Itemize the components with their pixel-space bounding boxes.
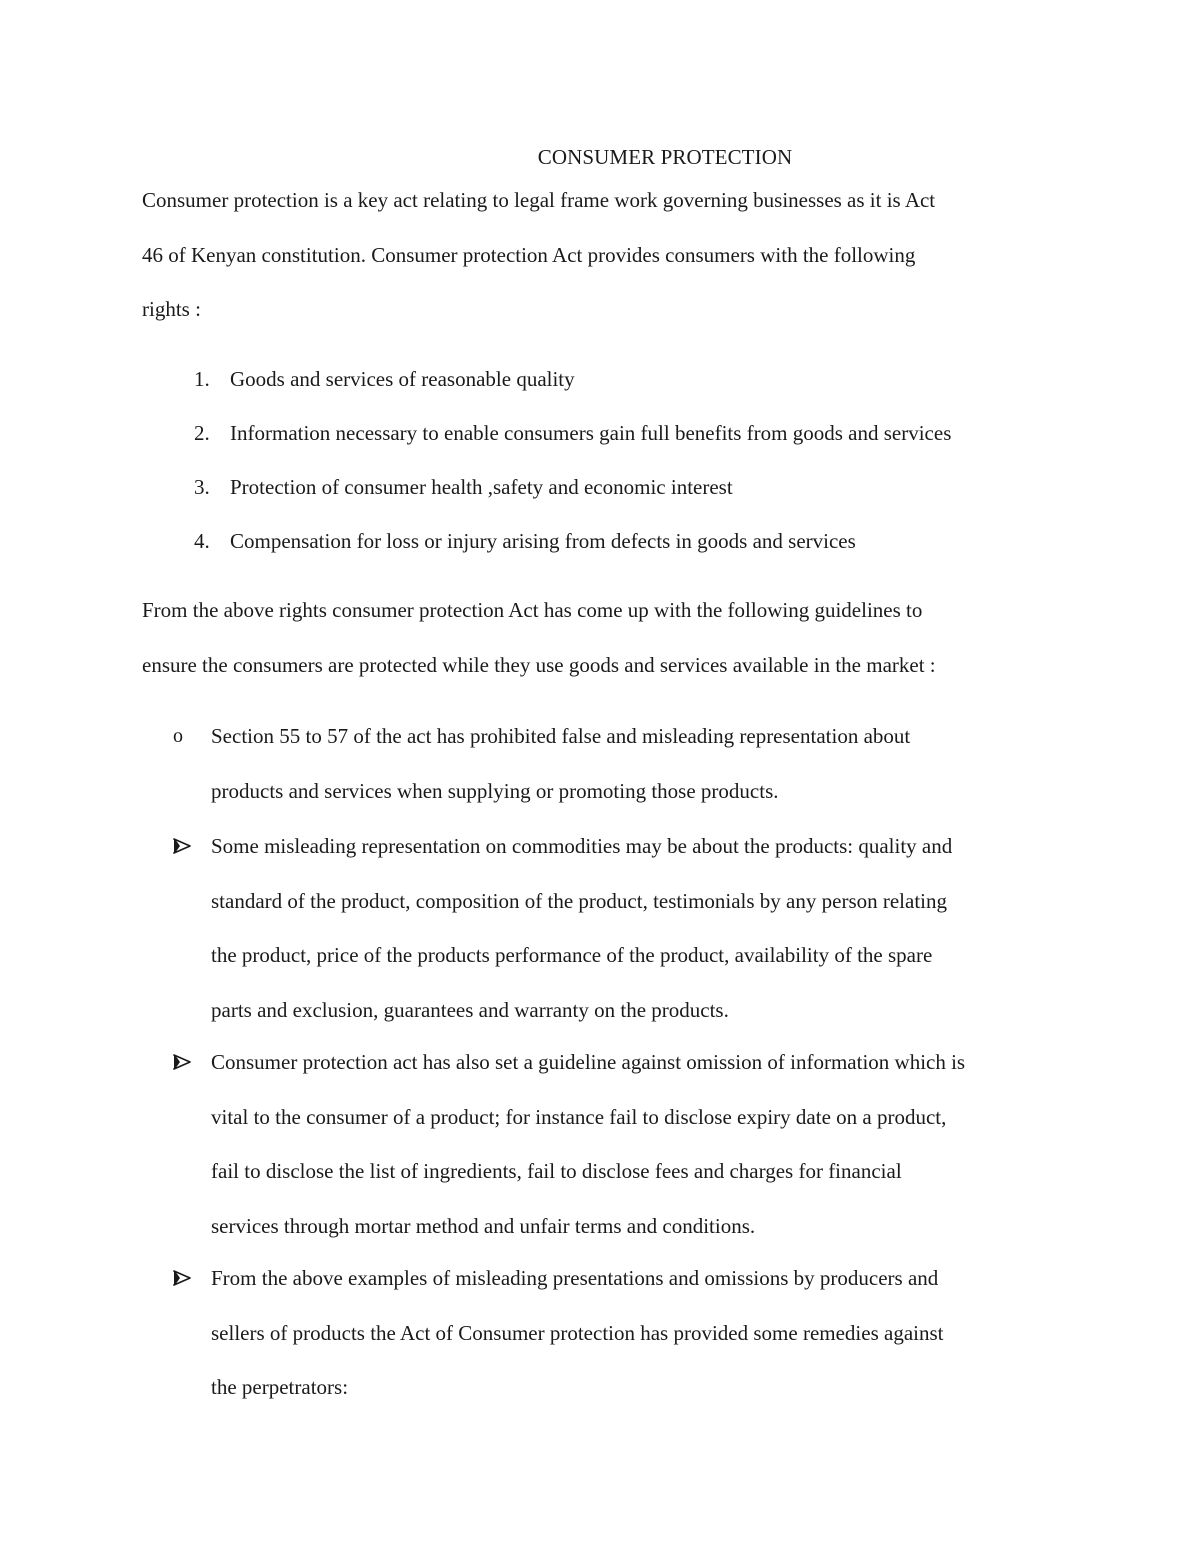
intro-line: 46 of Kenyan constitution. Consumer protection Act provides consumers with the following bbox=[142, 242, 916, 267]
bullet-line: the product, price of the products performance of the product, availability of the spare bbox=[211, 943, 933, 967]
bullet-line: the perpetrators: bbox=[211, 1375, 349, 1399]
list-number: 4. bbox=[194, 529, 210, 553]
page-title: CONSUMER PROTECTION bbox=[537, 145, 793, 169]
bullet-line: products and services when supplying or promoting those products. bbox=[211, 778, 779, 803]
bullet-line: sellers of products the Act of Consumer protection has provided some remedies against bbox=[211, 1320, 944, 1345]
list-item bbox=[0, 472, 1200, 502]
bullet-text bbox=[211, 819, 1081, 1037]
bullet-text bbox=[211, 1035, 1081, 1253]
list-item bbox=[0, 526, 1200, 556]
list-text: Compensation for loss or injury arising from defects in goods and services bbox=[230, 529, 856, 553]
circle-bullet-icon: o bbox=[173, 725, 183, 747]
list-item bbox=[0, 364, 1200, 394]
bullet-line: vital to the consumer of a product; for instance fail to disclose expiry date on a product, bbox=[211, 1104, 947, 1129]
bullet-line: Section 55 to 57 of the act has prohibited false and misleading representation about bbox=[211, 724, 911, 748]
bullet-text bbox=[211, 709, 1081, 818]
bullet-line: parts and exclusion, guarantees and warranty on the products. bbox=[211, 997, 729, 1022]
bullet-text bbox=[211, 1251, 1081, 1415]
intro-line: rights : bbox=[142, 297, 201, 321]
bullet-line: From the above examples of misleading presentations and omissions by producers and bbox=[211, 1266, 939, 1290]
arrow-bullet-icon bbox=[173, 1046, 197, 1078]
intro-paragraph bbox=[142, 173, 1072, 337]
bullet-line: Some misleading representation on commodities may be about the products: quality and bbox=[211, 834, 953, 858]
bullet-line: Consumer protection act has also set a guideline against omission of information which is bbox=[211, 1050, 966, 1074]
list-text: Goods and services of reasonable quality bbox=[230, 367, 575, 391]
arrow-bullet-icon bbox=[173, 830, 197, 862]
list-number: 3. bbox=[194, 475, 210, 499]
bullet-line: services through mortar method and unfair terms and conditions. bbox=[211, 1213, 756, 1238]
intro-line: Consumer protection is a key act relating to legal frame work governing businesses as it is Act bbox=[142, 188, 936, 212]
list-text: Protection of consumer health ,safety and economic interest bbox=[230, 475, 733, 499]
list-text: Information necessary to enable consumers gain full benefits from goods and services bbox=[230, 421, 952, 445]
guidelines-paragraph bbox=[142, 583, 1072, 692]
guidelines-line: ensure the consumers are protected while they use goods and services available in the market : bbox=[142, 652, 936, 677]
bullet-line: fail to disclose the list of ingredients, fail to disclose fees and charges for financial bbox=[211, 1159, 902, 1183]
list-number: 1. bbox=[194, 367, 210, 391]
bullet-line: standard of the product, composition of the product, testimonials by any person relating bbox=[211, 888, 948, 913]
guidelines-line: From the above rights consumer protection Act has come up with the following guidelines to bbox=[142, 598, 923, 622]
list-item bbox=[0, 418, 1200, 448]
arrow-bullet-icon bbox=[173, 1262, 197, 1294]
list-number: 2. bbox=[194, 421, 210, 445]
